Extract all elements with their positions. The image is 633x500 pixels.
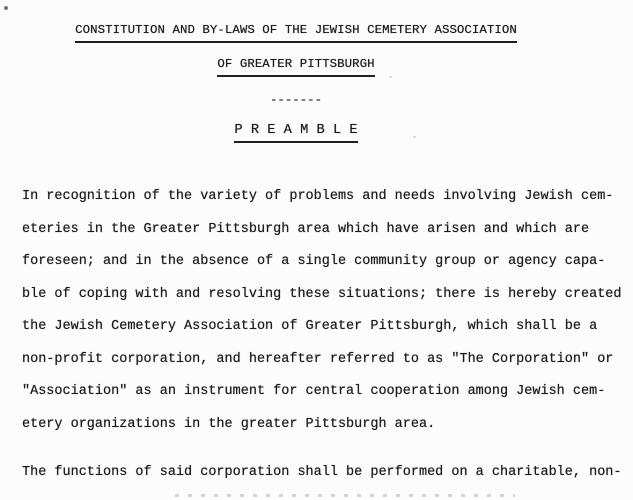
document-title-line-2: OF GREATER PITTSBURGH xyxy=(217,57,374,77)
scan-speck-artifact xyxy=(413,136,416,138)
text-line: eteries in the Greater Pittsburgh area which have arisen and which are xyxy=(22,221,590,237)
text-line: ble of coping with and resolving these situations; there is hereby created xyxy=(22,286,622,302)
document-body xyxy=(0,181,633,490)
text-line: The functions of said corporation shall be performed on a charitable, non- xyxy=(22,465,622,480)
text-line: the Jewish Cemetery Association of Greater Pittsburgh, which shall be a xyxy=(22,319,598,334)
document-header xyxy=(0,0,592,143)
dash-separator: ------- xyxy=(269,93,323,107)
title-row-2 xyxy=(0,56,592,77)
paragraph-2 xyxy=(22,457,633,490)
text-line: "Association" as an instrument for central cooperation among Jewish cem- xyxy=(22,384,606,399)
text-line: non-profit corporation, and hereafter referred to as "The Corporation" or xyxy=(22,351,614,367)
paragraph-1 xyxy=(22,181,633,441)
text-line: In recognition of the variety of problems and needs involving Jewish cem- xyxy=(22,189,614,204)
text-line: etery organizations in the greater Pittsburgh area. xyxy=(22,416,436,432)
preamble-row xyxy=(0,122,592,143)
scan-speck-artifact xyxy=(4,6,8,10)
cut-off-next-line-artifact xyxy=(175,494,515,497)
title-row-1 xyxy=(0,22,592,43)
scan-speck-artifact xyxy=(389,76,392,78)
section-heading-preamble: P R E A M B L E xyxy=(234,123,357,143)
document-title-line-1: CONSTITUTION AND BY-LAWS OF THE JEWISH CEMETERY ASSOCIATION xyxy=(75,23,517,43)
text-line: foreseen; and in the absence of a single community group or agency capa- xyxy=(22,254,606,269)
separator-row xyxy=(0,92,592,108)
